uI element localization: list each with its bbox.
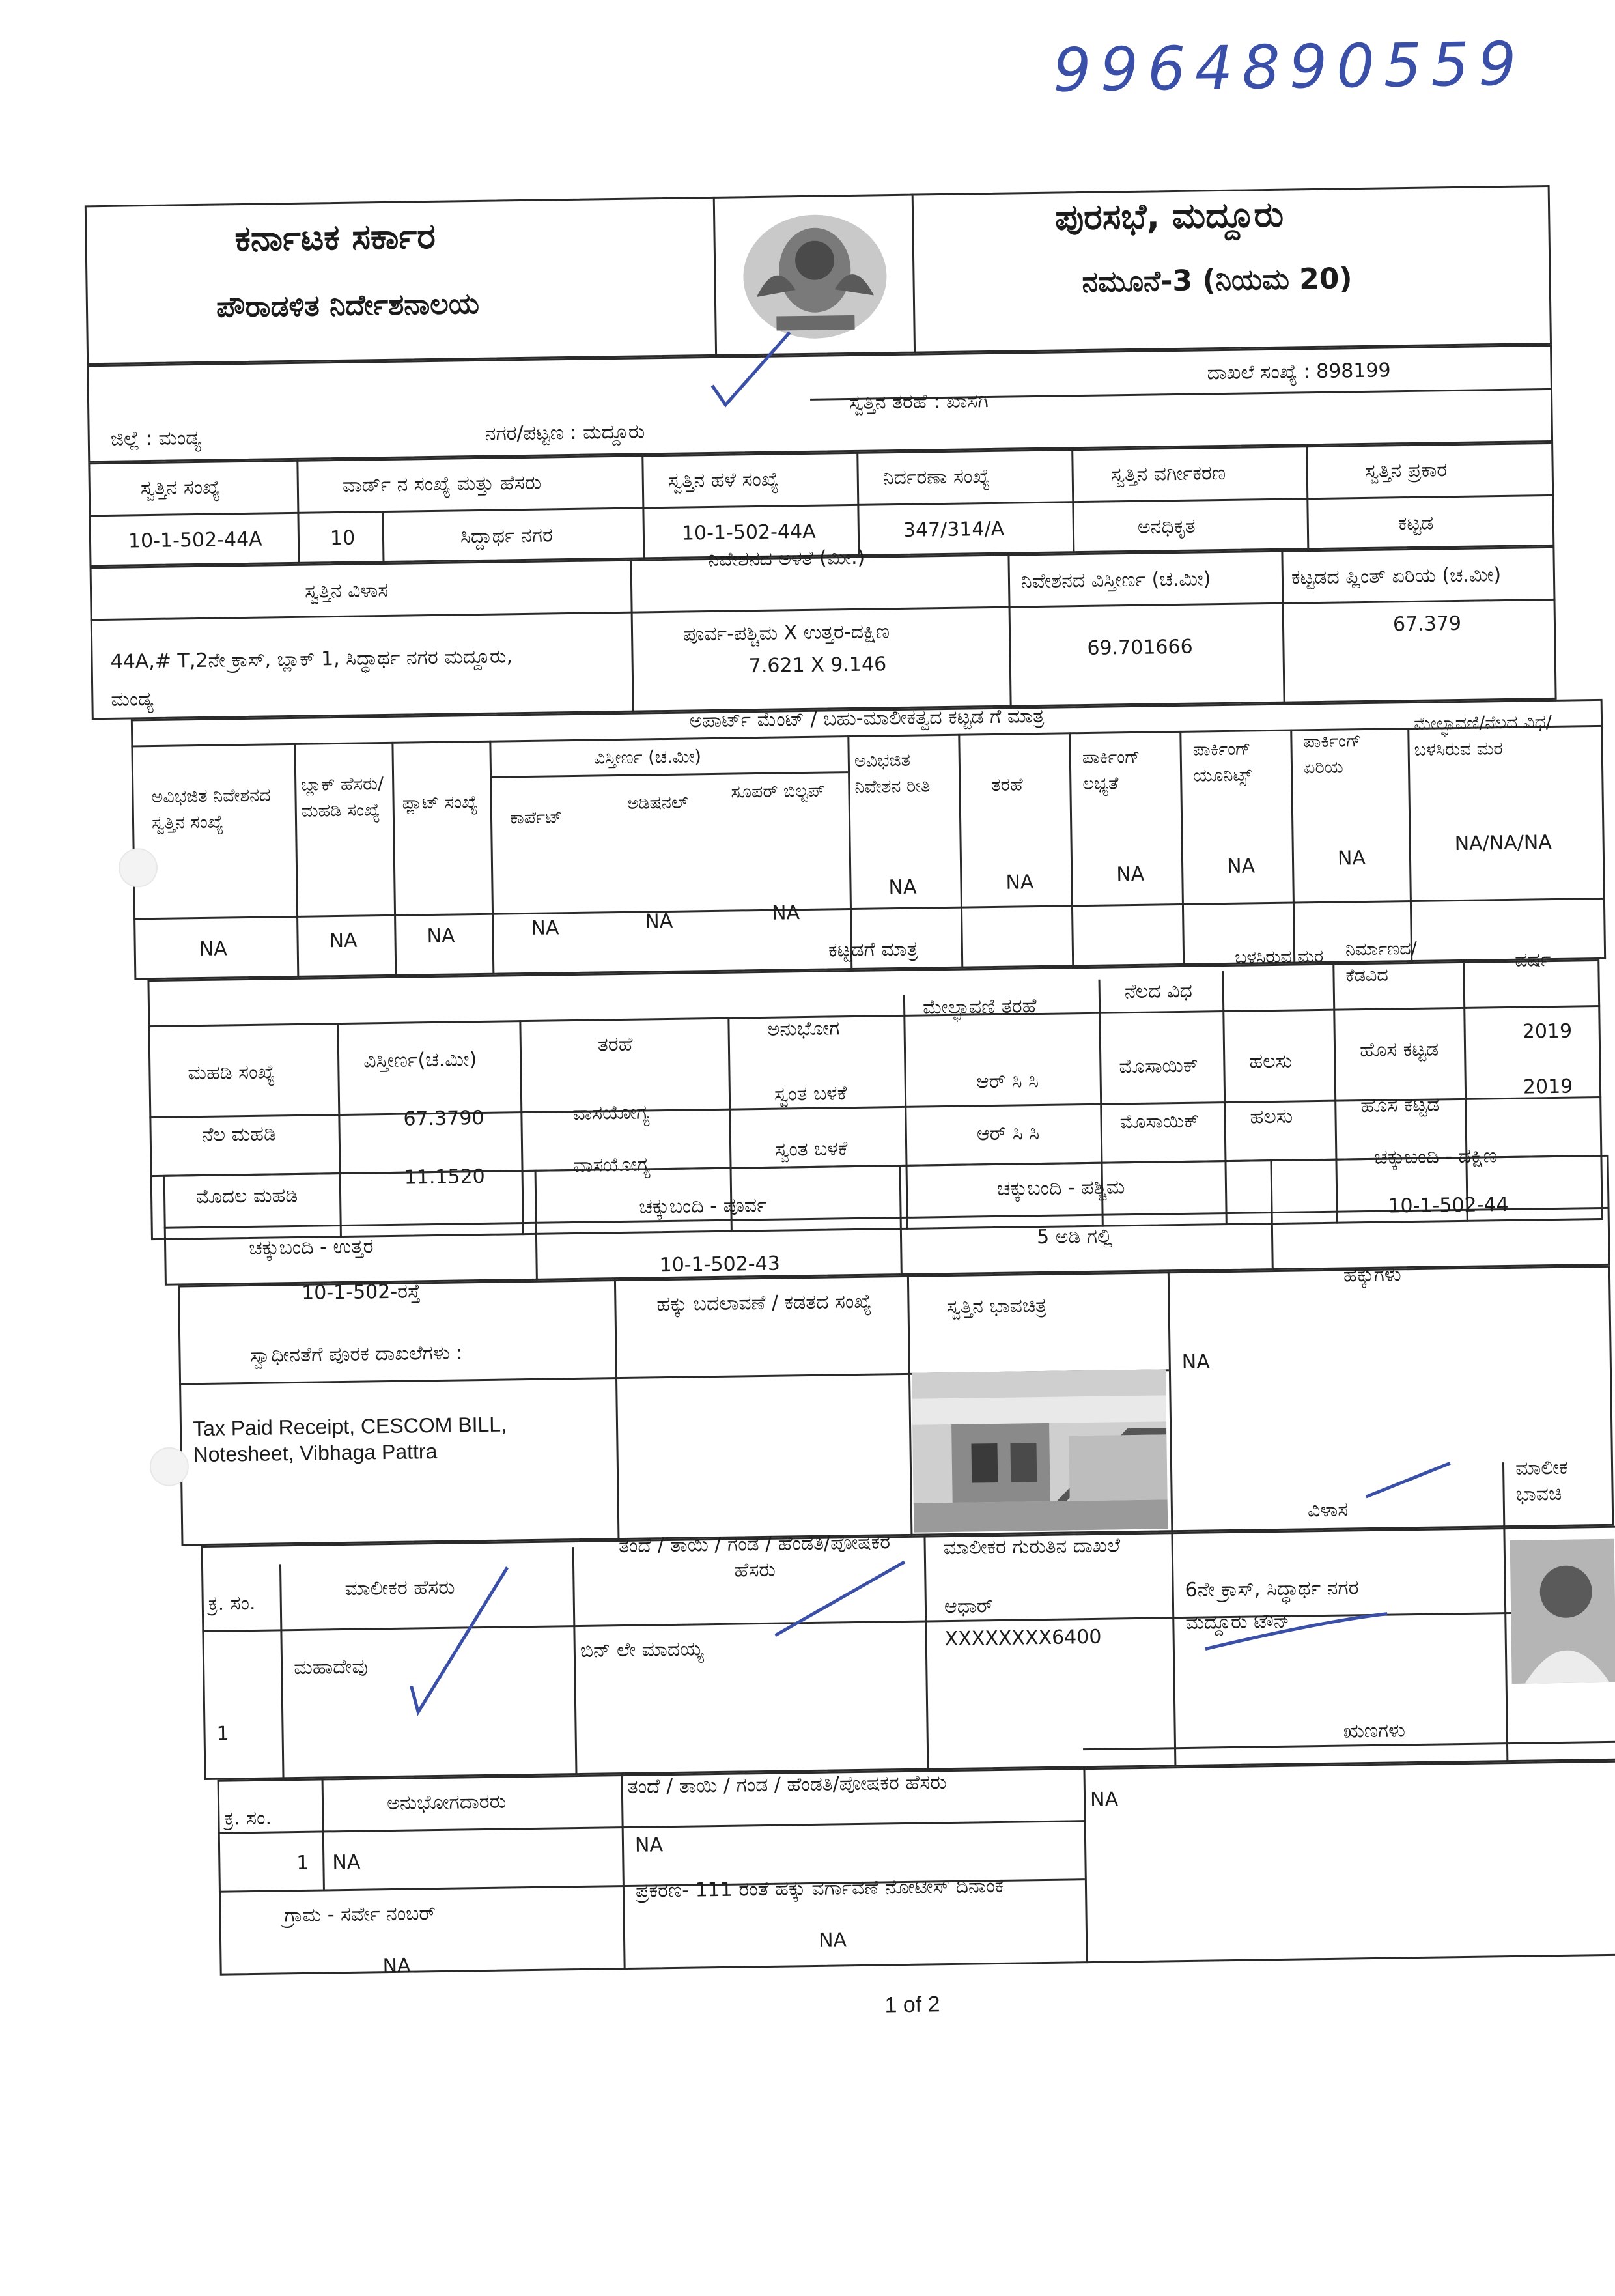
- header-carpet: ಕಾರ್ಪೆಟ್: [509, 807, 563, 829]
- floor-type: ಮೊಸಾಯಿಕ್: [1119, 1109, 1200, 1134]
- building-title: ಕಟ್ಟಡಗೆ ಮಾತ್ರ: [828, 937, 918, 962]
- header-north: ಚಕ್ಕುಬಂದಿ - ಉತ್ತರ: [248, 1235, 374, 1260]
- form-number: ನಮೂನೆ-3 (ನಿಯಮ 20): [1082, 262, 1353, 299]
- property-kind: ಕಟ್ಟಡ: [1397, 511, 1434, 535]
- classification: ಅನಧಿಕೃತ: [1137, 515, 1196, 539]
- usage: ಸ್ವಂತ ಬಳಕೆ: [774, 1082, 847, 1106]
- header-additional: ಅಡಿಷನಲ್: [626, 792, 689, 814]
- owner-name: ಮಹಾದೇವು: [293, 1655, 369, 1680]
- construction-status: ಹೊಸ ಕಟ್ಟಡ: [1360, 1093, 1440, 1118]
- property-type: ಸ್ವತ್ತಿನ ತರಹೆ : ಖಾಸಗಿ: [849, 390, 989, 414]
- handwritten-phone-number: 9964890559: [1052, 29, 1526, 106]
- govt-title: ಕರ್ನಾಟಕ ಸರ್ಕಾರ: [234, 215, 436, 260]
- rights-value: NA: [1181, 1350, 1210, 1374]
- header-parking-units: ಪಾರ್ಕಿಂಗ್ ಯೂನಿಟ್ಸ್: [1192, 739, 1252, 786]
- header-superbuilt: ಸೂಪರ್ ಬಿಲ್ಟಪ್: [731, 780, 825, 802]
- header-owner-id: ಮಾಲೀಕರ ಗುರುತಿನ ದಾಖಲೆ: [943, 1534, 1121, 1560]
- value-parking-availability: NA: [1116, 862, 1145, 886]
- page-number: 1 of 2: [884, 1992, 940, 2018]
- dimension-value: 7.621 X 9.146: [748, 653, 887, 678]
- owner-address-line-1: 6ನೇ ಕ್ರಾಸ್, ಸಿದ್ಧಾರ್ಥ ನಗರ: [1185, 1576, 1359, 1602]
- header-area: ವಿಸ್ತೀರ್ಣ (ಚ.ಮೀ): [593, 746, 702, 769]
- value-additional: NA: [644, 909, 673, 933]
- floor-name: ಮೊದಲ ಮಹಡಿ: [195, 1183, 298, 1209]
- header-occupant-sl: ಕ್ರ. ಸಂ.: [224, 1806, 272, 1830]
- floor-area: 67.3790: [403, 1106, 484, 1131]
- assessment-number: 347/314/A: [903, 517, 1005, 542]
- owner-sl: 1: [216, 1722, 229, 1746]
- apartment-title: ಅಪಾರ್ಟ್ ಮೆಂಟ್ / ಬಹು-ಮಾಲೀಕತ್ವದ ಕಟ್ಟಡ ಗೆ ಮಾತ್ರ: [689, 704, 1045, 733]
- value-type: NA: [1005, 871, 1034, 894]
- header-classification: ಸ್ವತ್ತಿನ ವರ್ಗೀಕರಣ: [1110, 461, 1226, 487]
- header-undivided-site: ಅವಿಭಜಿತ ನಿವೇಶನದ ಸ್ವತ್ತಿನ ಸಂಖ್ಯೆ: [151, 785, 271, 834]
- occupant-name: NA: [332, 1850, 361, 1875]
- pen-underline-icon: [1190, 1456, 1466, 1656]
- value-carpet: NA: [531, 916, 559, 940]
- header-rights: ಹಕ್ಕುಗಳು: [1343, 1263, 1401, 1287]
- header-owner-relation: ತಂದೆ / ತಾಯಿ / ಗಂಡ / ಹೆಂಡತಿ/ಪೋಷಕರ ಹೆಸರು: [618, 1531, 891, 1582]
- owner-id-number: XXXXXXXX6400: [944, 1625, 1102, 1651]
- ward-number: 10: [330, 526, 356, 550]
- boundary-south: 10-1-502-44: [1388, 1193, 1509, 1218]
- floor-area: 11.1520: [404, 1165, 485, 1189]
- header-block: ಬ್ಲಾಕ್ ಹೆಸರು/ ಮಹಡಿ ಸಂಖ್ಯೆ: [301, 774, 384, 821]
- value-flat: NA: [427, 924, 455, 948]
- header-owner-name: ಮಾಲೀಕರ ಹೆಸರು: [344, 1576, 455, 1600]
- dimension-label: ಪೂರ್ವ-ಪಶ್ಚಿಮ X ಉತ್ತರ-ದಕ್ಷಿಣ: [682, 620, 890, 646]
- value-parking-units: NA: [1226, 855, 1256, 878]
- header-site-method: ಅವಿಭಜಿತ ನಿವೇಶನ ರೀತಿ: [854, 750, 931, 797]
- survey-number: NA: [382, 1954, 411, 1978]
- floor-name: ನೆಲ ಮಹಡಿ: [201, 1122, 277, 1146]
- header-ward: ವಾರ್ಡ್ ನ ಸಂಖ್ಯೆ ಮತ್ತು ಹೆಸರು: [342, 471, 542, 497]
- header-parking-area: ಪಾರ್ಕಿಂಗ್ ಏರಿಯ: [1303, 731, 1362, 778]
- check-mark-icon: [397, 1554, 516, 1725]
- property-number: 10-1-502-44A: [128, 528, 262, 553]
- header-flat: ಫ್ಲಾಟ್ ಸಂಖ್ಯೆ: [402, 792, 478, 814]
- header-assessment-no: ನಿರ್ದರಣಾ ಸಂಖ್ಯೆ: [882, 464, 990, 490]
- ward-name: ಸಿದ್ದಾರ್ಥ ನಗರ: [460, 524, 554, 548]
- header-old-no: ಸ್ವತ್ತಿನ ಹಳೆ ಸಂಖ್ಯೆ: [667, 468, 779, 492]
- header-type: ತರಹೆ: [991, 774, 1023, 796]
- header-survey-number: ಗ್ರಾಮ - ಸರ್ವೇ ನಂಬರ್: [284, 1902, 436, 1927]
- header-roof-type: ಮೇಲ್ಛಾವಣಿ ತರಹೆ: [922, 995, 1037, 1019]
- header-parking-availability: ಪಾರ್ಕಿಂಗ್ ಲಭ್ಯತೆ: [1082, 746, 1140, 795]
- header-owner-address: ವಿಳಾಸ: [1307, 1498, 1349, 1522]
- header-owner-photo: ಮಾಲೀಕ ಭಾವಚಿ: [1515, 1456, 1568, 1506]
- property-photo: [912, 1369, 1168, 1532]
- old-property-number: 10-1-502-44A: [681, 520, 816, 545]
- district: ಜಿಲ್ಲೆ : ಮಂಡ್ಯ: [110, 426, 201, 451]
- wood-used: ಹಲಸು: [1249, 1049, 1293, 1073]
- wood-used: ಹಲಸು: [1250, 1105, 1293, 1129]
- value-undivided-site: NA: [199, 937, 227, 961]
- boundary-north: 10-1-502-ರಸ್ತೆ: [301, 1280, 421, 1305]
- record-number: ದಾಖಲೆ ಸಂಖ್ಯೆ : 898199: [1207, 359, 1391, 385]
- municipality-title: ಪುರಸಭೆ, ಮದ್ದೂರು: [1054, 193, 1284, 238]
- header-floor-type: ನೆಲದ ವಿಧ: [1124, 979, 1193, 1004]
- header-west: ಚಕ್ಕುಬಂದಿ - ಪಶ್ಚಿಮ: [996, 1176, 1125, 1200]
- header-transfer-file: ಹಕ್ಕು ಬದಲಾವಣೆ / ಕಡತದ ಸಂಖ್ಯೆ: [656, 1290, 872, 1316]
- town: ನಗರ/ಪಟ್ಟಣ : ಮದ್ದೂರು: [484, 420, 645, 446]
- header-plinth: ಕಟ್ಟಡದ ಪ್ಲಿಂತ್ ಏರಿಯ (ಚ.ಮೀ): [1291, 563, 1502, 589]
- header-supporting-docs: ಸ್ವಾಧೀನತೆಗೆ ಪೂರಕ ದಾಖಲೆಗಳು :: [250, 1341, 463, 1367]
- value-superbuilt: NA: [771, 901, 800, 925]
- header-east: ಚಕ್ಕುಬಂದಿ - ಪೂರ್ವ: [639, 1193, 767, 1219]
- owner-id-type: ಆಧಾರ್: [944, 1594, 994, 1619]
- occupant-relation: NA: [634, 1834, 664, 1857]
- header-floor-area: ವಿಸ್ತೀರ್ಣ(ಚ.ಮೀ): [363, 1048, 477, 1073]
- header-floor: ಮಹಡಿ ಸಂಖ್ಯೆ: [188, 1060, 275, 1085]
- supporting-docs-value: Tax Paid Receipt, CESCOM BILL, Notesheet, Vibhaga Pattra: [192, 1412, 507, 1467]
- header-loans: ಋಣಗಳು: [1343, 1719, 1406, 1743]
- boundary-west: 5 ಅಡಿ ಗಲ್ಲಿ: [1036, 1225, 1113, 1249]
- address-line-1: 44A,# T,2ನೇ ಕ್ರಾಸ್, ಬ್ಲಾಕ್ 1, ಸಿದ್ಧಾರ್ಥ ನಗರ ಮದ್ದೂರು,: [110, 645, 513, 673]
- occupant-sl: 1: [296, 1851, 309, 1875]
- address-line-2: ಮಂಡ್ಯ: [111, 687, 154, 711]
- header-constructed: ನಿರ್ಮಾಣದ/ ಕೆಡವಿದ: [1345, 938, 1418, 986]
- header-occupant-relation: ತಂದೆ / ತಾಯಿ / ಗಂಡ / ಹೆಂಡತಿ/ಪೋಷಕರ ಹೆಸರು: [627, 1771, 947, 1798]
- pen-stroke-icon: [768, 1555, 912, 1649]
- site-area: 69.701666: [1087, 635, 1193, 660]
- header-south: ಚಕ್ಕುಬಂದಿ - ದಕ್ಷಿಣ: [1374, 1144, 1498, 1169]
- building-type: ವಾಸಯೋಗ್ಯ: [573, 1153, 651, 1178]
- boundary-east: 10-1-502-43: [659, 1252, 781, 1277]
- usage: ಸ್ವಂತ ಬಳಕೆ: [774, 1137, 848, 1161]
- value-roof-floor-wood: NA/NA/NA: [1454, 831, 1552, 856]
- header-property-photo: ಸ್ವತ್ತಿನ ಭಾವಚಿತ್ರ: [946, 1294, 1047, 1319]
- building-type: ವಾಸಯೋಗ್ಯ: [572, 1101, 650, 1126]
- header-owner-sl: ಕ್ರ. ಸಂ.: [208, 1591, 256, 1615]
- header-kind: ಸ್ವತ್ತಿನ ಪ್ರಕಾರ: [1364, 459, 1448, 483]
- construction-year: 2019: [1522, 1019, 1573, 1043]
- loans-value: NA: [1089, 1788, 1119, 1812]
- owner-photo: [1510, 1539, 1615, 1684]
- header-wood-used: ಬಳಸಿರುವ ಮರ: [1234, 946, 1324, 968]
- directorate-title: ಪೌರಾಡಳಿತ ನಿರ್ದೇಶನಾಲಯ: [216, 287, 480, 324]
- header-address: ಸ್ವತ್ತಿನ ವಿಳಾಸ: [304, 578, 389, 603]
- floor-type: ಮೊಸಾಯಿಕ್: [1119, 1054, 1199, 1079]
- construction-year: 2019: [1523, 1075, 1573, 1099]
- value-block: NA: [329, 929, 358, 953]
- roof-type: ಆರ್ ಸಿ ಸಿ: [976, 1122, 1040, 1146]
- header-year: ವರ್ಷ: [1514, 948, 1551, 972]
- header-usage: ಅನುಭೋಗ: [766, 1017, 840, 1041]
- header-property-no: ಸ್ವತ್ತಿನ ಸಂಖ್ಯೆ: [140, 475, 221, 500]
- header-occupant-name: ಅನುಭೋಗದಾರರು: [386, 1790, 507, 1815]
- construction-status: ಹೊಸ ಕಟ್ಟಡ: [1359, 1038, 1439, 1062]
- header-notice-date: ಪ್ರಕರಣ- 111 ರಂತೆ ಹಕ್ಕು ವರ್ಗಾವಣೆ ನೋಟೀಸ್ ದಿನಾಂಕ: [635, 1874, 1004, 1903]
- owner-address-line-2: ಮದ್ದೂರು ಟೌನ್: [1185, 1609, 1291, 1634]
- value-site-method: NA: [888, 875, 917, 900]
- value-parking-area: NA: [1337, 846, 1366, 870]
- header-roof-floor-wood: ಮೇಲ್ಛಾವಣಿ/ನೆಲದ ವಿಧ/ಬಳಸಿರುವ ಮರ: [1413, 711, 1552, 760]
- header-building-type: ತರಹೆ: [597, 1032, 633, 1056]
- plinth-area: 67.379: [1392, 612, 1462, 636]
- header-dimensions: ನಿವೇಶನದ ಅಳತೆ (ಮೀ.): [708, 546, 865, 572]
- owner-relation: ಬಿನ್ ಲೇ ಮಾದಯ್ಯ: [580, 1637, 704, 1662]
- notice-date: NA: [818, 1929, 847, 1952]
- check-mark-icon: [705, 326, 798, 412]
- header-site-area: ನಿವೇಶನದ ವಿಸ್ತೀರ್ಣ (ಚ.ಮೀ): [1020, 567, 1211, 593]
- roof-type: ಆರ್ ಸಿ ಸಿ: [976, 1070, 1039, 1094]
